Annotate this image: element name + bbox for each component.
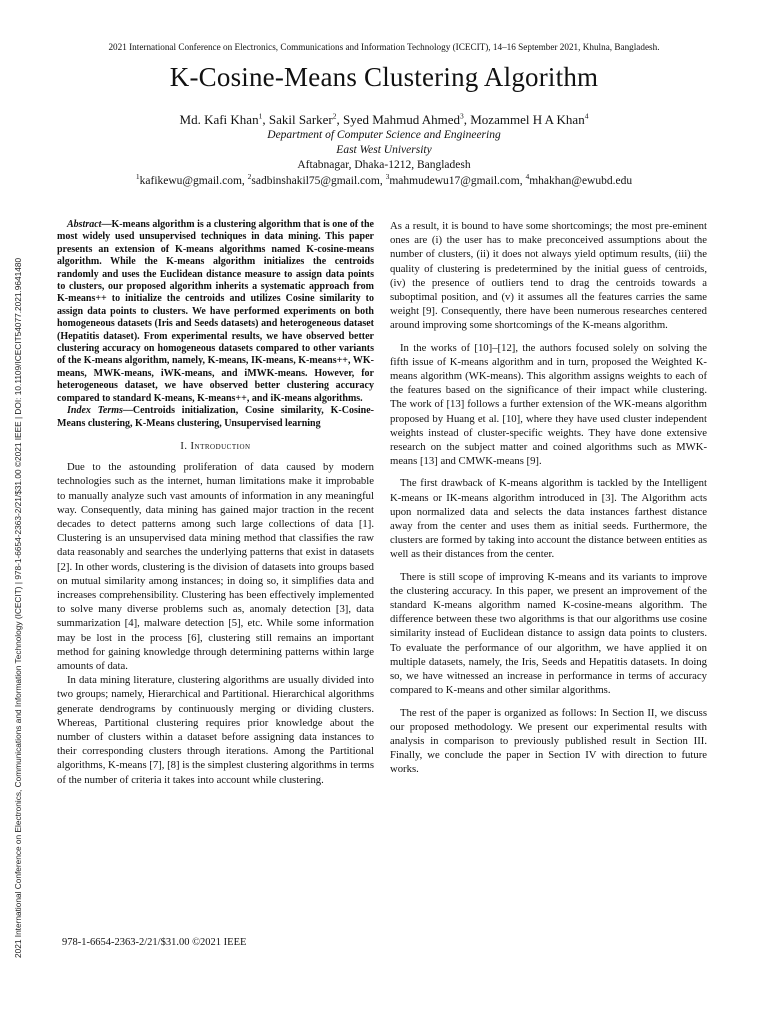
index-terms-text: —Centroids initialization, Cosine similarity, K-Cosine-Means clustering, K-Means clustering, Unsupervised learning [57,405,374,429]
abstract [57,219,374,405]
paper-title: K-Cosine-Means Clustering Algorithm [169,62,599,92]
paragraph: There is still scope of improving K-means and its variants to improve the clustering accuracy. In this paper, we present an improvement of the standard K-means algorithm named K-cosine-means algorithm. The difference between these two algorithms is that our algorithms use cosine similarity instead of Euclidean distance to assign data points to clusters. To evaluate the performance of our algorithm, we have applied it on multiple datasets, namely, the Iris, Seeds and Hepatitis datasets. In doing so, we have witnessed an increase in performance in terms of accuracy compared to K-means and other similar algorithms. [390,570,707,697]
author-name: Syed Mahmud Ahmed [343,112,460,127]
paragraph: The rest of the paper is organized as follows: In Section II, we discuss our proposed methodology. We present our experimental results with analysis in comparison to previously published result in Section III. Finally, we conclude the paper in Section IV with direction to future works. [390,706,707,776]
email-address[interactable]: mhakhan@ewubd.edu [529,175,633,187]
email-list: $^1$kafikewu@gmail.com, $^2$sadbinshakil75@gmail.com, $^3$mahmudewu17@gmail.com, $^4$mhakhan@ewubd.edu [135,172,633,187]
paragraph: As a result, it is bound to have some shortcomings; the most pre-eminent ones are (i) the user has to make preconceived assumptions about the number of clusters, (ii) it does not always yield optimum results, (iii) the quality of clustering is predetermined by the initial guess of centroids, (iv) the presence of outliers tend to drag the centroids towards a suboptimal position, and (v) it assumes all the features carries the same weight [9]. Consequently, there have been numerous researches centered around improving some shortcomings of the K-means algorithm. [390,220,707,332]
author-affiliation-mark: 3 [460,111,464,121]
email-address[interactable]: mahmudewu17@gmail.com [389,175,520,187]
right-column [390,219,707,777]
author-name: Sakil Sarker [268,112,333,127]
email-mark: 3 [385,172,390,182]
university: East West University [336,144,432,156]
doi-sidebar: 2021 International Conference on Electronics, Communications and Information Technology (ICECIT) | 978-1-6654-2363-2/21/$31.00 ©2021 IEEE | DOI: 10.1109/ICECIT54077.2021.9641480 [13,257,23,958]
index-terms [57,405,374,430]
email-address[interactable]: kafikewu@gmail.com [139,175,242,187]
email-mark: 2 [247,172,252,182]
section-heading: I. Introduction [180,440,251,452]
author-affiliation-mark: 2 [332,111,337,121]
email-mark: 1 [135,172,140,182]
author-affiliation-mark: 1 [258,111,263,121]
department: Department of Computer Science and Engineering [267,129,501,141]
paragraph: The first drawback of K-means algorithm is tackled by the Intelligent K-means or IK-means algorithm introduced in [3]. The Algorithm acts upon normalized data and selects the data instances farthest distance away from the center and uses them as initial seeds. Furthermore, the clusters are formed by taking into account the distance between entities as well as their distances from the center. [390,477,707,561]
paragraph: Due to the astounding proliferation of data caused by modern technologies such as the internet, human limitations make it improbable to manually analyze such vast amounts of information in any meaningful way. Consequently, data mining has gained major traction in the recent decades to detect patterns among such large collections of data [1]. Clustering is an unsupervised data mining method that classifies the raw data reasonably and searches the underlying patterns that exist in datasets [2]. In other words, clustering is the division of datasets into groups based on mutual similarity among instances; in doing so, it simplifies data and increases comprehensibility. Clustering has been effectively implemented to solve many diverse problems such as, anomaly detection [3], data summarization [4], malware detection [5], etc. While some information may be lost in the process [6], clustering still remains an important method for gaining knowledge through determining patterns within large amounts of data. [57,461,374,672]
author-name: Mozammel H A Khan [470,112,585,127]
copyright-footer: 978-1-6654-2363-2/21/$31.00 ©2021 IEEE [62,937,247,948]
abstract-label: Abstract [67,219,102,230]
abstract-text: —K-means algorithm is a clustering algorithm that is one of the most widely used unsupervised techniques in data mining. This paper presents an extension of K-means algorithms named K-cosine-means algorithm. While the K-means algorithm initializes the centroids randomly and uses the Euclidean distance measure to assign data points to clusters, our proposed algorithm inherits a systematic approach from K-means++ to initialize the centroids and utilizes Cosine similarity to assign data points to clusters. We have performed experiments on both homogeneous datasets (Iris and Seeds datasets) and heterogeneous dataset (Hepatitis dataset). From experimental results, we have observed better clustering accuracy on homogeneous datasets compared to other variants of the K-means algorithm, namely, K-means, IK-means, K-means++, WK-means, MWK-means, iWK-means, and iMWK-means. However, for heterogeneous dataset, we have observed better clustering accuracy compared to standard K-means, K-means++, and iK-means algorithms. [57,219,374,404]
author-name: Md. Kafi Khan [179,112,259,127]
paragraph: In the works of [10]–[12], the authors focused solely on solving the fifth issue of K-means algorithm and in turn, proposed the Weighted K-means algorithm (WK-means). This algorithm assigns weights to each of the features based on the significance of their impact while clustering. The work of [13] follows a further extension of the WK-means algorithm proposed by Huang et al. [10], where they have used cluster independent weights instead of cluster-specific weights. They have done extensive research on the subject matter and coined algorithms such as MWK-means [13] and CMWK-means [9]. [390,341,707,468]
left-column [57,219,374,787]
paragraph: In data mining literature, clustering algorithms are usually divided into two groups; namely, Hierarchical and Partitional. Hierarchical algorithms generate dendrograms by continuously merging or dividing clusters. Whereas, Partitional clustering requires prior knowledge about the number of clusters within a dataset before assigning data instances to their corresponding clusters through iterations. Among the Partitional algorithms, K-means [7], [8] is the simplest clustering algorithms in terms of the number of criteria it takes into account while clustering. [57,674,375,786]
email-address[interactable]: sadbinshakil75@gmail.com [251,175,380,187]
address: Aftabnagar, Dhaka-1212, Bangladesh [297,159,471,171]
author-list: Md. Kafi Khan$^1$, Sakil Sarker$^2$, Syed Mahmud Ahmed$^3$, Mozammel H A Khan$^4$ [179,111,589,127]
conference-header: 2021 International Conference on Electronics, Communications and Information Technology (ICECIT), 14–16 September 2021, Khulna, Bangladesh. [108,42,660,52]
index-terms-label: Index Terms [67,405,123,417]
email-mark: 4 [525,172,530,182]
author-affiliation-mark: 4 [584,111,589,121]
